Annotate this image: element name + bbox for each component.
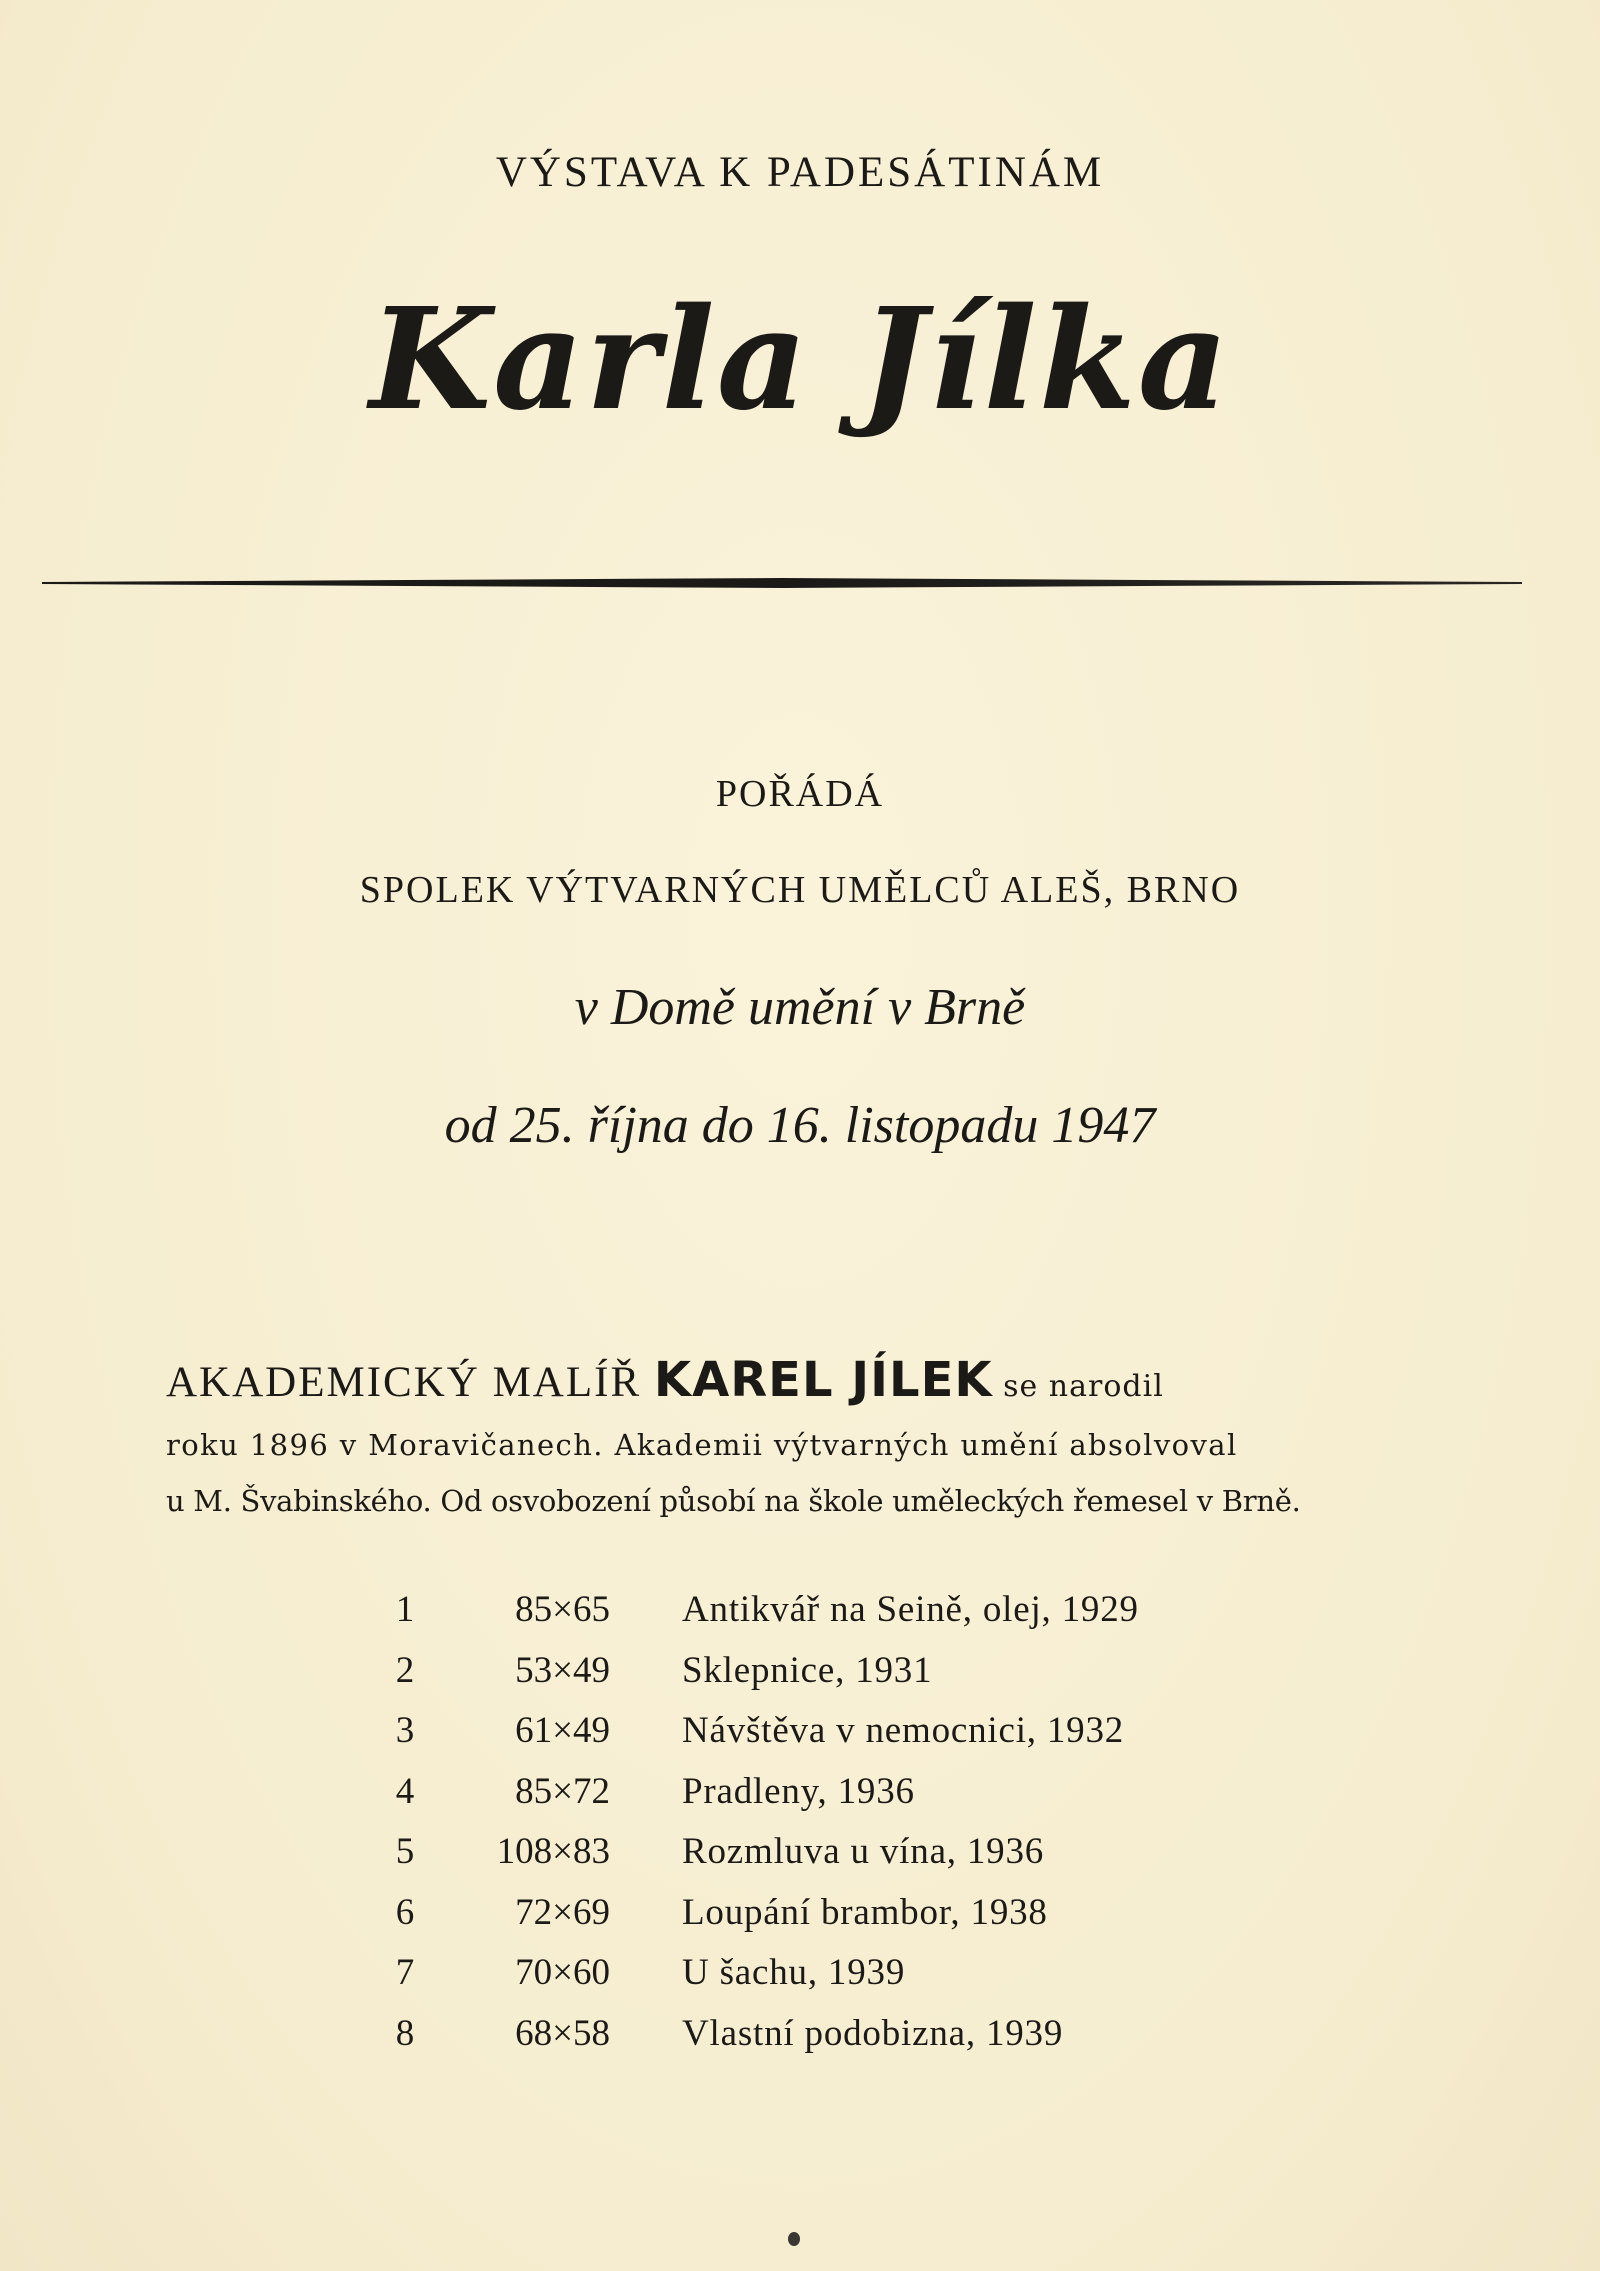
work-number: 5 [395, 1831, 415, 1872]
work-title: Vlastní podobizna, 1939 [682, 2012, 1064, 2054]
bio-third-line: u M. Švabinského. Od osvobození působí na škole uměleckých řemesel v Brně. [166, 1484, 1301, 1518]
work-number: 3 [395, 1710, 415, 1751]
work-dimensions: 108×83 [496, 1831, 610, 1872]
work-dimensions: 61×49 [515, 1710, 610, 1751]
works-list [380, 1588, 1280, 2072]
dates-line: od 25. října do 16. listopadu 1947 [444, 1097, 1156, 1154]
work-row [380, 1770, 1280, 1831]
work-dimensions: 68×58 [515, 2012, 610, 2054]
bio-prefix: AKADEMICKÝ MALÍŘ [166, 1359, 654, 1406]
work-title: Pradleny, 1936 [682, 1770, 915, 1812]
work-dimensions: 85×65 [515, 1589, 610, 1630]
work-title: Loupání brambor, 1938 [682, 1891, 1048, 1933]
organizer-label: POŘÁDÁ [715, 773, 885, 815]
work-row [380, 1649, 1280, 1710]
artist-title: Karla Jílka [369, 278, 1231, 442]
horizontal-rule [42, 578, 1522, 588]
decorative-dot [788, 2232, 800, 2246]
work-title: Návštěva v nemocnici, 1932 [682, 1710, 1125, 1751]
work-title: Antikvář na Seině, olej, 1929 [682, 1589, 1139, 1630]
exhibition-subtitle: VÝSTAVA K PADESÁTINÁM [495, 149, 1105, 196]
work-title: U šachu, 1939 [682, 1952, 906, 1993]
work-title: Sklepnice, 1931 [682, 1649, 933, 1691]
venue-line: v Domě umění v Brně [574, 979, 1026, 1036]
bio-first-line [166, 1352, 1406, 1408]
work-number: 4 [395, 1770, 415, 1812]
work-dimensions: 70×60 [515, 1952, 610, 1993]
work-number: 7 [395, 1952, 415, 1993]
work-row [380, 1891, 1280, 1952]
bio-second-line: roku 1896 v Moravičanech. Akademii výtvarných umění absolvoval [166, 1428, 1238, 1462]
work-row [380, 1830, 1280, 1891]
work-number: 2 [395, 1649, 415, 1691]
work-row [380, 1951, 1280, 2012]
work-title: Rozmluva u vína, 1936 [682, 1831, 1045, 1872]
work-number: 8 [395, 2012, 415, 2054]
work-number: 1 [395, 1589, 415, 1630]
bio-artist-name: KAREL JÍLEK [653, 1352, 993, 1408]
work-row [380, 1709, 1280, 1770]
work-dimensions: 53×49 [515, 1649, 610, 1691]
work-number: 6 [395, 1891, 415, 1933]
work-dimensions: 85×72 [515, 1770, 610, 1812]
work-row [380, 2012, 1280, 2073]
work-dimensions: 72×69 [515, 1891, 610, 1933]
work-row [380, 1588, 1280, 1649]
bio-suffix: se narodil [992, 1369, 1164, 1404]
organizer-name: SPOLEK VÝTVARNÝCH UMĚLCŮ ALEŠ, BRNO [359, 869, 1241, 911]
